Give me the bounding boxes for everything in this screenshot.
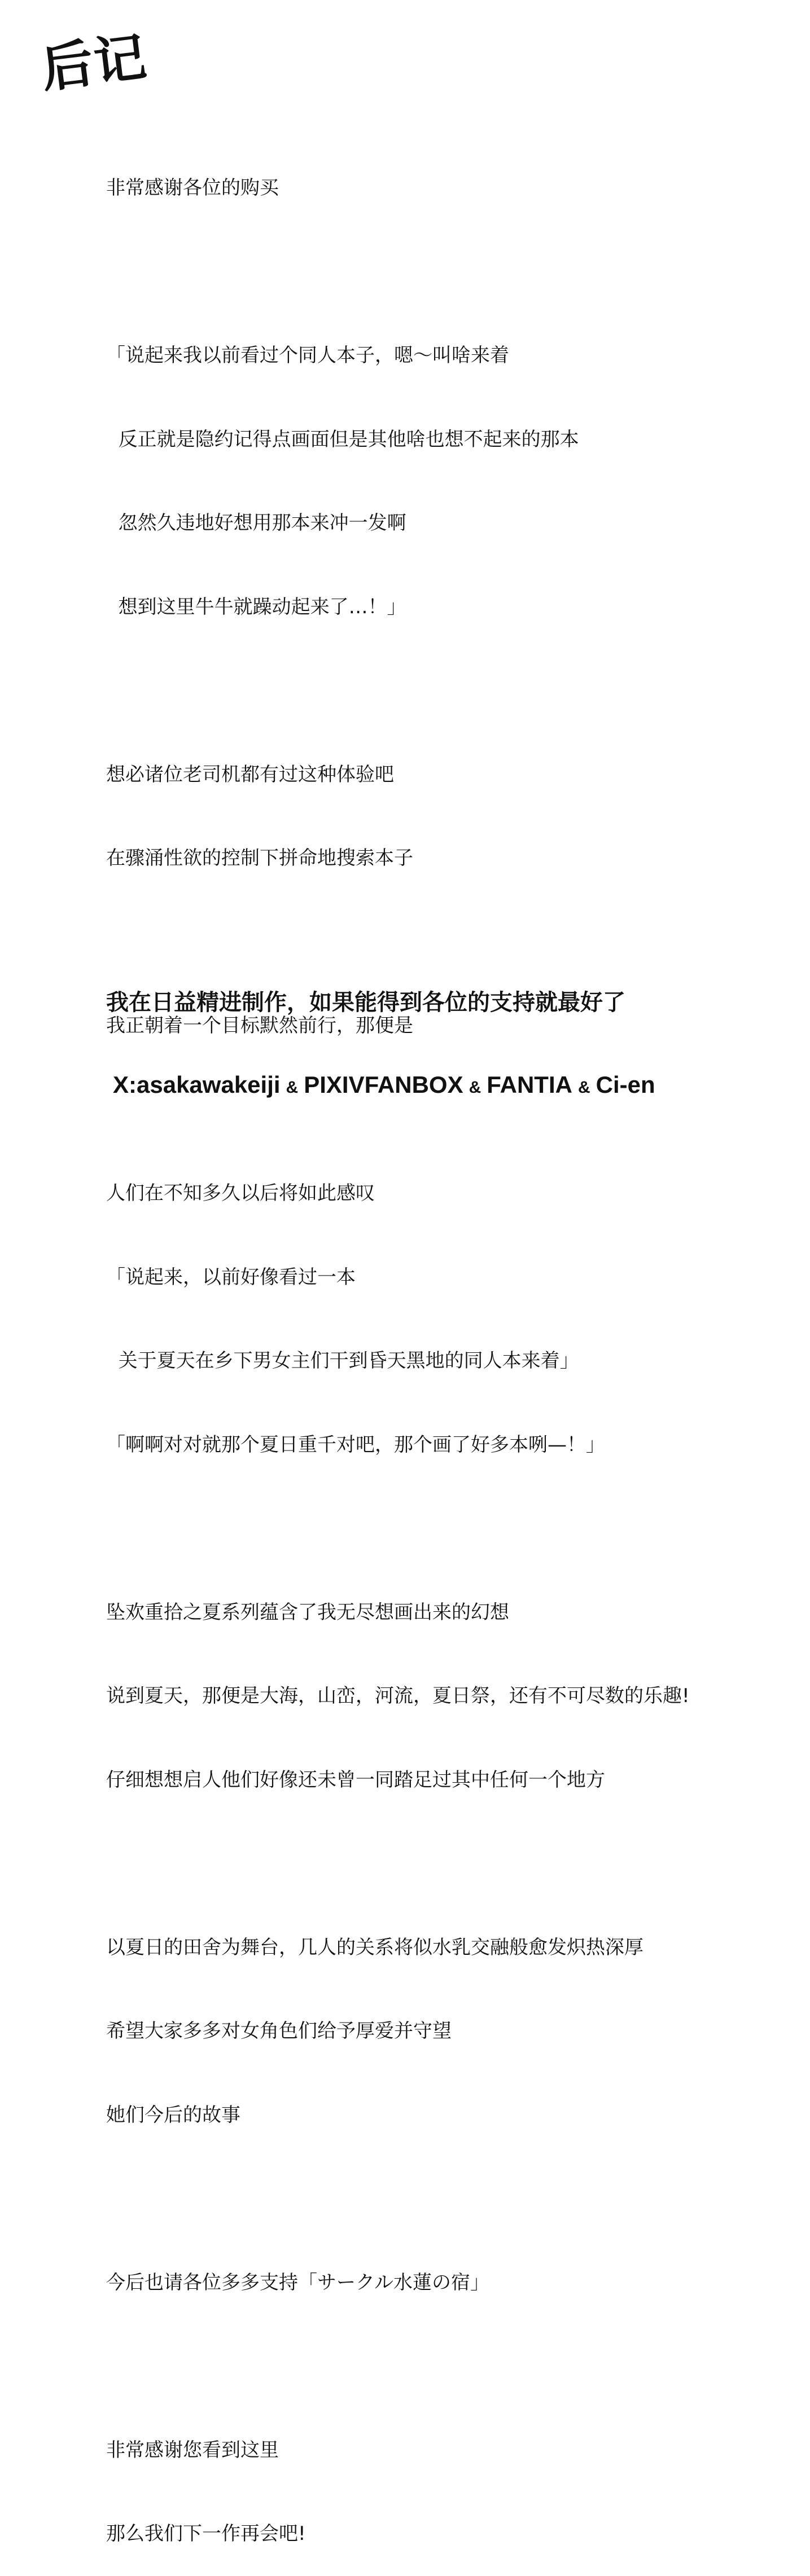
body-line: 她们今后的故事 <box>106 2103 240 2126</box>
body-line <box>106 2353 772 2381</box>
body-line: 仔细想想启人他们好像还未曾一同踏足过其中任何一个地方 <box>106 1768 605 1791</box>
pixivfanbox-link: PIXIVFANBOX <box>304 1071 463 1098</box>
body-line <box>106 1096 772 1124</box>
body-line <box>106 1850 772 1878</box>
support-message: 我在日益精进制作，如果能得到各位的支持就最好了 <box>106 990 625 1016</box>
body-line <box>106 258 772 287</box>
body-line: 那么我们下一作再会吧! <box>106 2522 306 2545</box>
body-line: 想到这里牛牛就躁动起来了…！」 <box>106 595 406 618</box>
body-line: 希望大家多多对女角色们给予厚爱并守望 <box>106 2020 452 2042</box>
body-line: 关于夏天在乡下男女主们干到昏天黑地的同人本来着」 <box>106 1349 579 1372</box>
fantia-link: FANTIA <box>487 1071 572 1098</box>
body-line: 在骤涌性欲的控制下拼命地搜索本子 <box>106 847 413 869</box>
body-line: 反正就是隐约记得点画面但是其他啥也想不起来的那本 <box>106 428 579 451</box>
body-line <box>106 929 772 957</box>
ampersand-separator: & <box>469 1078 481 1097</box>
ci-en-link: Ci-en <box>596 1071 655 1098</box>
afterword-body <box>106 118 772 2576</box>
body-line: 想必诸位老司机都有过这种体验吧 <box>106 763 394 786</box>
body-line: 「说起来，以前好像看过一本 <box>106 1265 356 1289</box>
body-line: 非常感谢各位的购买 <box>106 177 279 199</box>
body-line: 「说起来我以前看过个同人本子，嗯～叫啥来着 <box>106 344 509 367</box>
body-line <box>106 1515 772 1543</box>
body-line <box>106 677 772 705</box>
body-line: 我正朝着一个目标默然前行，那便是 <box>106 1014 413 1037</box>
ampersand-separator: & <box>577 1078 590 1097</box>
body-line: 说到夏天，那便是大海，山峦，河流，夏日祭，还有不可尽数的乐趣! <box>106 1685 690 1707</box>
x-handle: X:asakawakeiji <box>113 1071 281 1098</box>
body-line: 以夏日的田舍为舞台，几人的关系将似水乳交融般愈发炽热深厚 <box>106 1936 643 1959</box>
body-line: 今后也请各位多多支持「サークル水蓮の宿」 <box>106 2271 489 2294</box>
body-line: 非常感谢您看到这里 <box>106 2438 279 2461</box>
body-line: 「啊啊对对就那个夏日重千对吧，那个画了好多本咧—！」 <box>106 1433 605 1456</box>
social-links <box>113 1071 655 1099</box>
body-line <box>106 2185 772 2213</box>
body-line: 坠欢重拾之夏系列蕴含了我无尽想画出来的幻想 <box>106 1601 509 1624</box>
body-line: 忽然久违地好想用那本来冲一发啊 <box>106 512 406 534</box>
ampersand-separator: & <box>286 1078 299 1097</box>
page-title: 后记 <box>38 27 151 100</box>
body-line: 人们在不知多久以后将如此感叹 <box>106 1182 375 1205</box>
